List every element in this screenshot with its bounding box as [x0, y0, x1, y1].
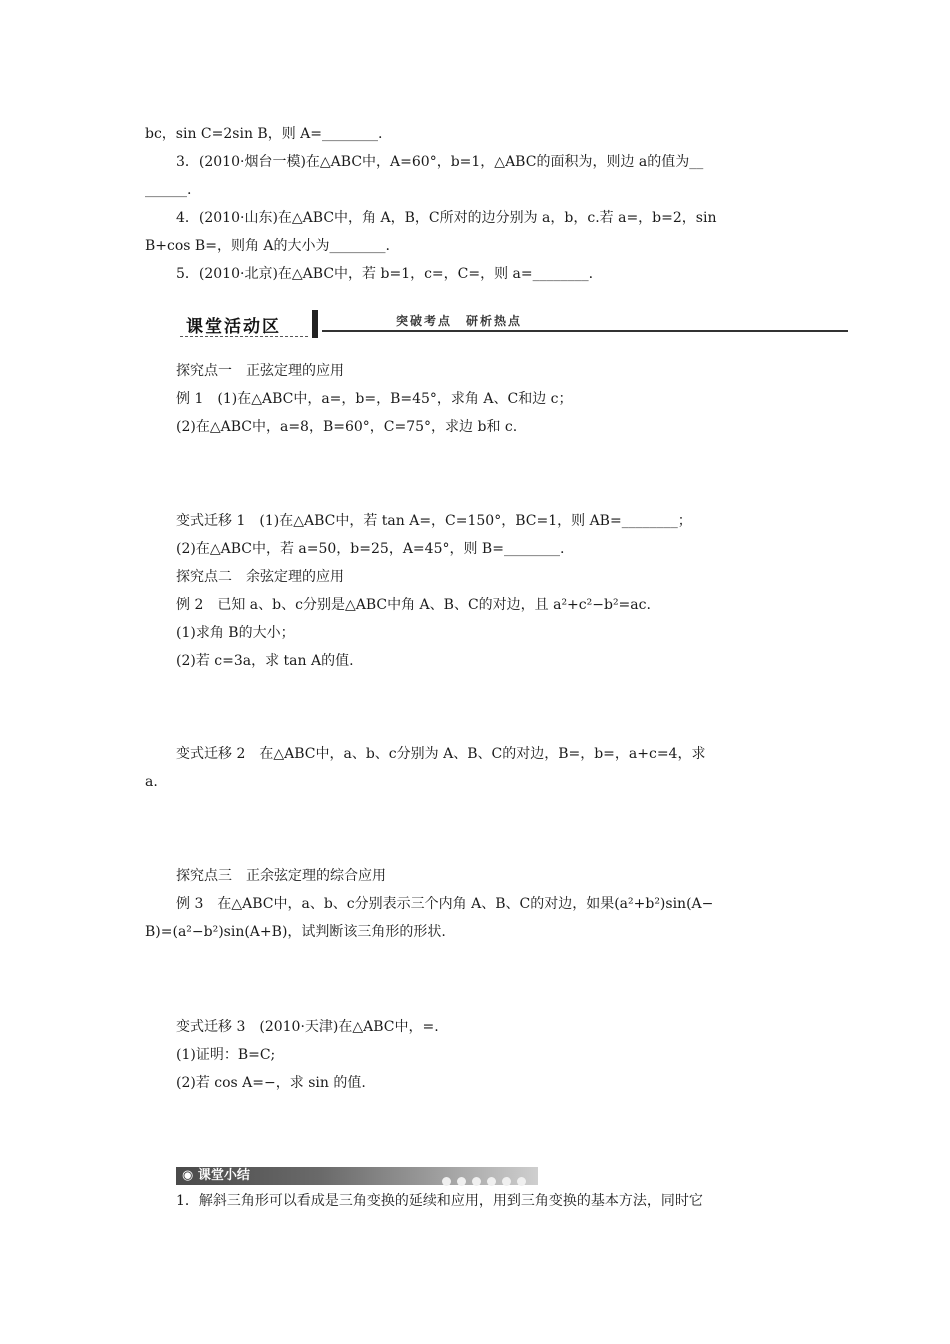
text-line-24: 1．解斜三角形可以看成是三角变换的延续和应用，用到三角变换的基本方法，同时它: [176, 1193, 703, 1209]
text-line-9: (2)在△ABC中，a=8，B=60°，C=75°，求边 b和 c.: [176, 419, 518, 435]
banner-divider-bar: [312, 310, 318, 338]
text-line-1: bc，sin C=2sin B，则 A=________.: [145, 126, 383, 142]
text-line-4: 4．(2010·山东)在△ABC中，角 A，B，C所对的边分别为 a，b，c.若 a=，b=2，sin: [176, 210, 717, 226]
banner-dashed-underline: [180, 336, 308, 337]
text-line-22: (1)证明：B=C;: [176, 1047, 276, 1063]
text-line-21: 变式迁移 3 (2010·天津)在△ABC中，=.: [176, 1019, 439, 1035]
banner-subtitle: 突破考点 研析热点: [396, 314, 523, 328]
text-line-2: 3．(2010·烟台一模)在△ABC中，A=60°，b=1，△ABC的面积为，则边 a的值为__: [176, 154, 704, 170]
dot-icon: [502, 1177, 511, 1186]
section-banner: [176, 308, 848, 338]
text-line-19: 例 3 在△ABC中，a、b、c分别表示三个内角 A、B、C的对边，如果(a²+b²)sin(A−: [176, 896, 714, 912]
text-line-13: 例 2 已知 a、b、c分别是△ABC中角 A、B、C的对边，且 a²+c²−b²=ac.: [176, 597, 651, 613]
banner-title: 课堂活动区: [186, 317, 281, 337]
dot-icon: [487, 1177, 496, 1186]
text-line-8: 例 1 (1)在△ABC中，a=，b=，B=45°，求角 A、C和边 c；: [176, 391, 573, 407]
banner-rule: [322, 330, 848, 332]
text-line-7: 探究点一 正弦定理的应用: [176, 363, 344, 379]
dot-icon: [442, 1177, 451, 1186]
summary-header-bar: [176, 1167, 538, 1185]
text-line-14: (1)求角 B的大小；: [176, 625, 295, 641]
text-line-18: 探究点三 正余弦定理的综合应用: [176, 868, 386, 884]
text-line-12: 探究点二 余弦定理的应用: [176, 569, 344, 585]
summary-dots: [436, 1171, 526, 1190]
text-line-6: 5．(2010·北京)在△ABC中，若 b=1，c=，C=，则 a=________.: [176, 266, 594, 282]
summary-title: ◉ 课堂小结: [182, 1168, 250, 1183]
text-line-10: 变式迁移 1 (1)在△ABC中，若 tan A=，C=150°，BC=1，则 AB=________；: [176, 513, 692, 529]
text-line-23: (2)若 cos A=−，求 sin 的值.: [176, 1075, 366, 1091]
dot-icon: [517, 1177, 526, 1186]
dot-icon: [457, 1177, 466, 1186]
text-line-16: 变式迁移 2 在△ABC中，a、b、c分别为 A、B、C的对边，B=，b=，a+c=4，求: [176, 746, 706, 762]
dot-icon: [472, 1177, 481, 1186]
text-line-15: (2)若 c=3a，求 tan A的值.: [176, 653, 354, 669]
text-line-17: a.: [145, 774, 158, 790]
text-line-20: B)=(a²−b²)sin(A+B)，试判断该三角形的形状.: [145, 924, 446, 940]
text-line-5: B+cos B=，则角 A的大小为________.: [145, 238, 390, 254]
text-line-11: (2)在△ABC中，若 a=50，b=25，A=45°，则 B=________.: [176, 541, 565, 557]
text-line-3: ______.: [145, 182, 192, 198]
